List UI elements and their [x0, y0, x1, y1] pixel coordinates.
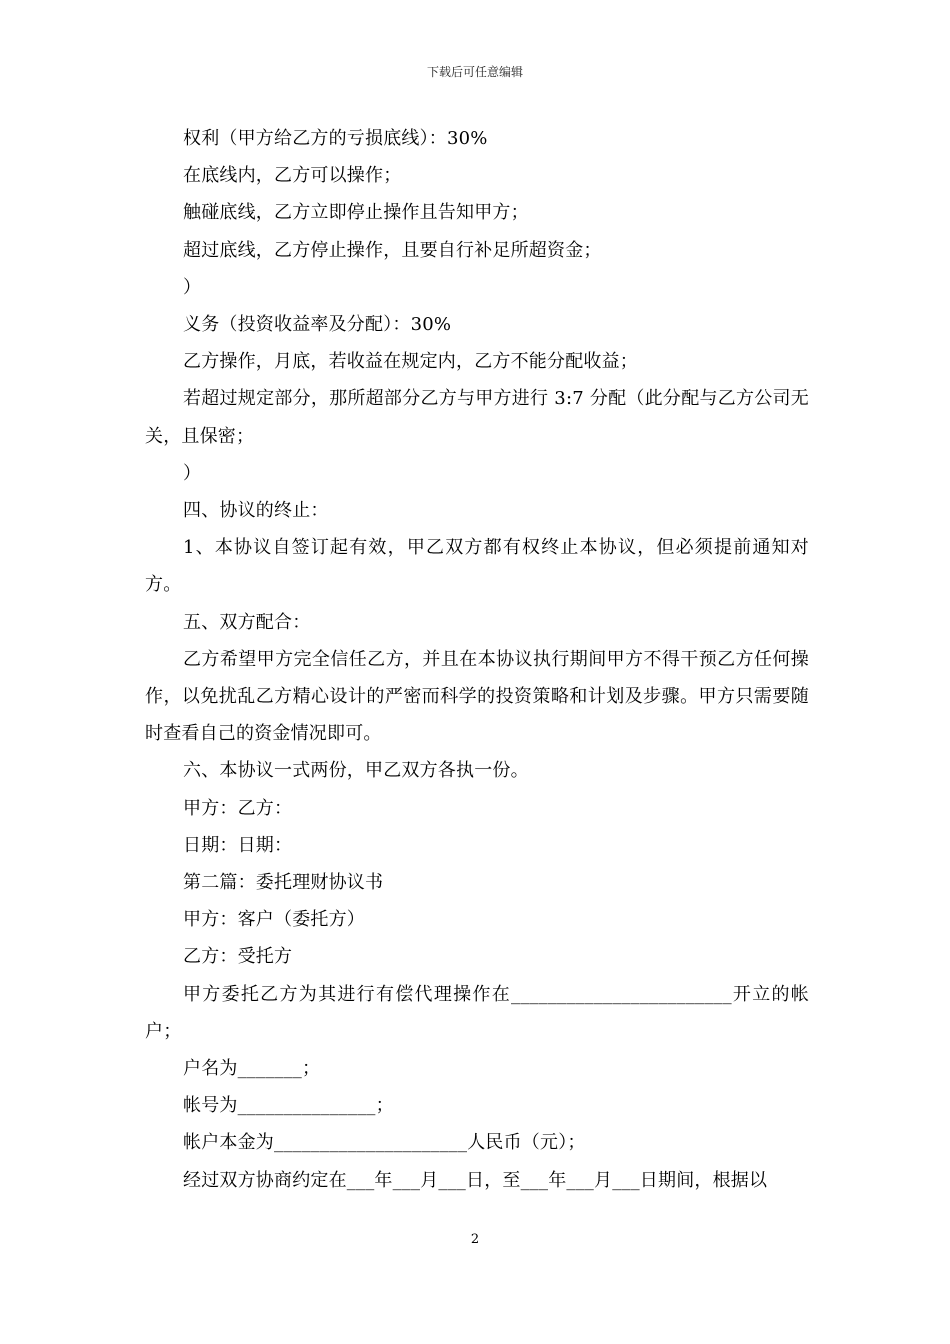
clause-paragraph: 甲方委托乙方为其进行有偿代理操作在________________________开立的帐户； — [145, 983, 809, 1042]
term-period-line: 经过双方协商约定在___年___月___日，至___年___月___日期间，根据以 — [183, 1169, 768, 1191]
account-principal-field: 帐户本金为_____________________人民币（元）； — [183, 1132, 586, 1154]
page-header: 下载后可任意编辑 — [426, 65, 523, 79]
clause-paragraph: 若超过规定部分，那所超部分乙方与甲方进行 3:7 分配（此分配与乙方公司无关，且保密； — [145, 388, 809, 447]
clause-line: 乙方操作，月底，若收益在规定内，乙方不能分配收益； — [183, 351, 638, 373]
signature-dates: 日期：日期： — [183, 834, 293, 856]
clause-paragraph: 1、本协议自签订起有效，甲乙双方都有权终止本协议，但必须提前通知对方。 — [145, 537, 809, 596]
clause-line: 超过底线，乙方停止操作，且要自行补足所超资金； — [183, 239, 602, 261]
party-a: 甲方：客户（委托方） — [183, 909, 365, 931]
clause-line: ） — [183, 276, 202, 298]
section-heading-termination: 四、协议的终止： — [183, 500, 329, 522]
clause-line: 在底线内，乙方可以操作； — [183, 165, 402, 187]
section-heading-copies: 六、本协议一式两份，甲乙双方各执一份。 — [183, 760, 529, 782]
clause-rights: 权利（甲方给乙方的亏损底线）：30% — [183, 128, 488, 149]
clause-line: ） — [183, 462, 202, 484]
clause-paragraph: 乙方希望甲方完全信任乙方，并且在本协议执行期间甲方不得干预乙方任何操作，以免扰乱乙方精心设计的严密而科学的投资策略和计划及步骤。甲方只需要随时查看自己的资金情况即可。 — [145, 648, 809, 745]
account-name-field: 户名为_______； — [183, 1058, 321, 1080]
clause-line: 触碰底线，乙方立即停止操作且告知甲方； — [183, 202, 529, 224]
section-heading-cooperation: 五、双方配合： — [183, 611, 311, 633]
account-number-field: 帐号为_______________； — [183, 1095, 394, 1117]
page-number: 2 — [470, 1232, 480, 1247]
signature-parties: 甲方：乙方： — [183, 797, 293, 819]
chapter-title: 第二篇：委托理财协议书 — [183, 872, 384, 894]
party-b: 乙方：受托方 — [183, 946, 293, 968]
document-body — [145, 120, 809, 1199]
clause-obligations: 义务（投资收益率及分配）：30% — [183, 314, 452, 336]
